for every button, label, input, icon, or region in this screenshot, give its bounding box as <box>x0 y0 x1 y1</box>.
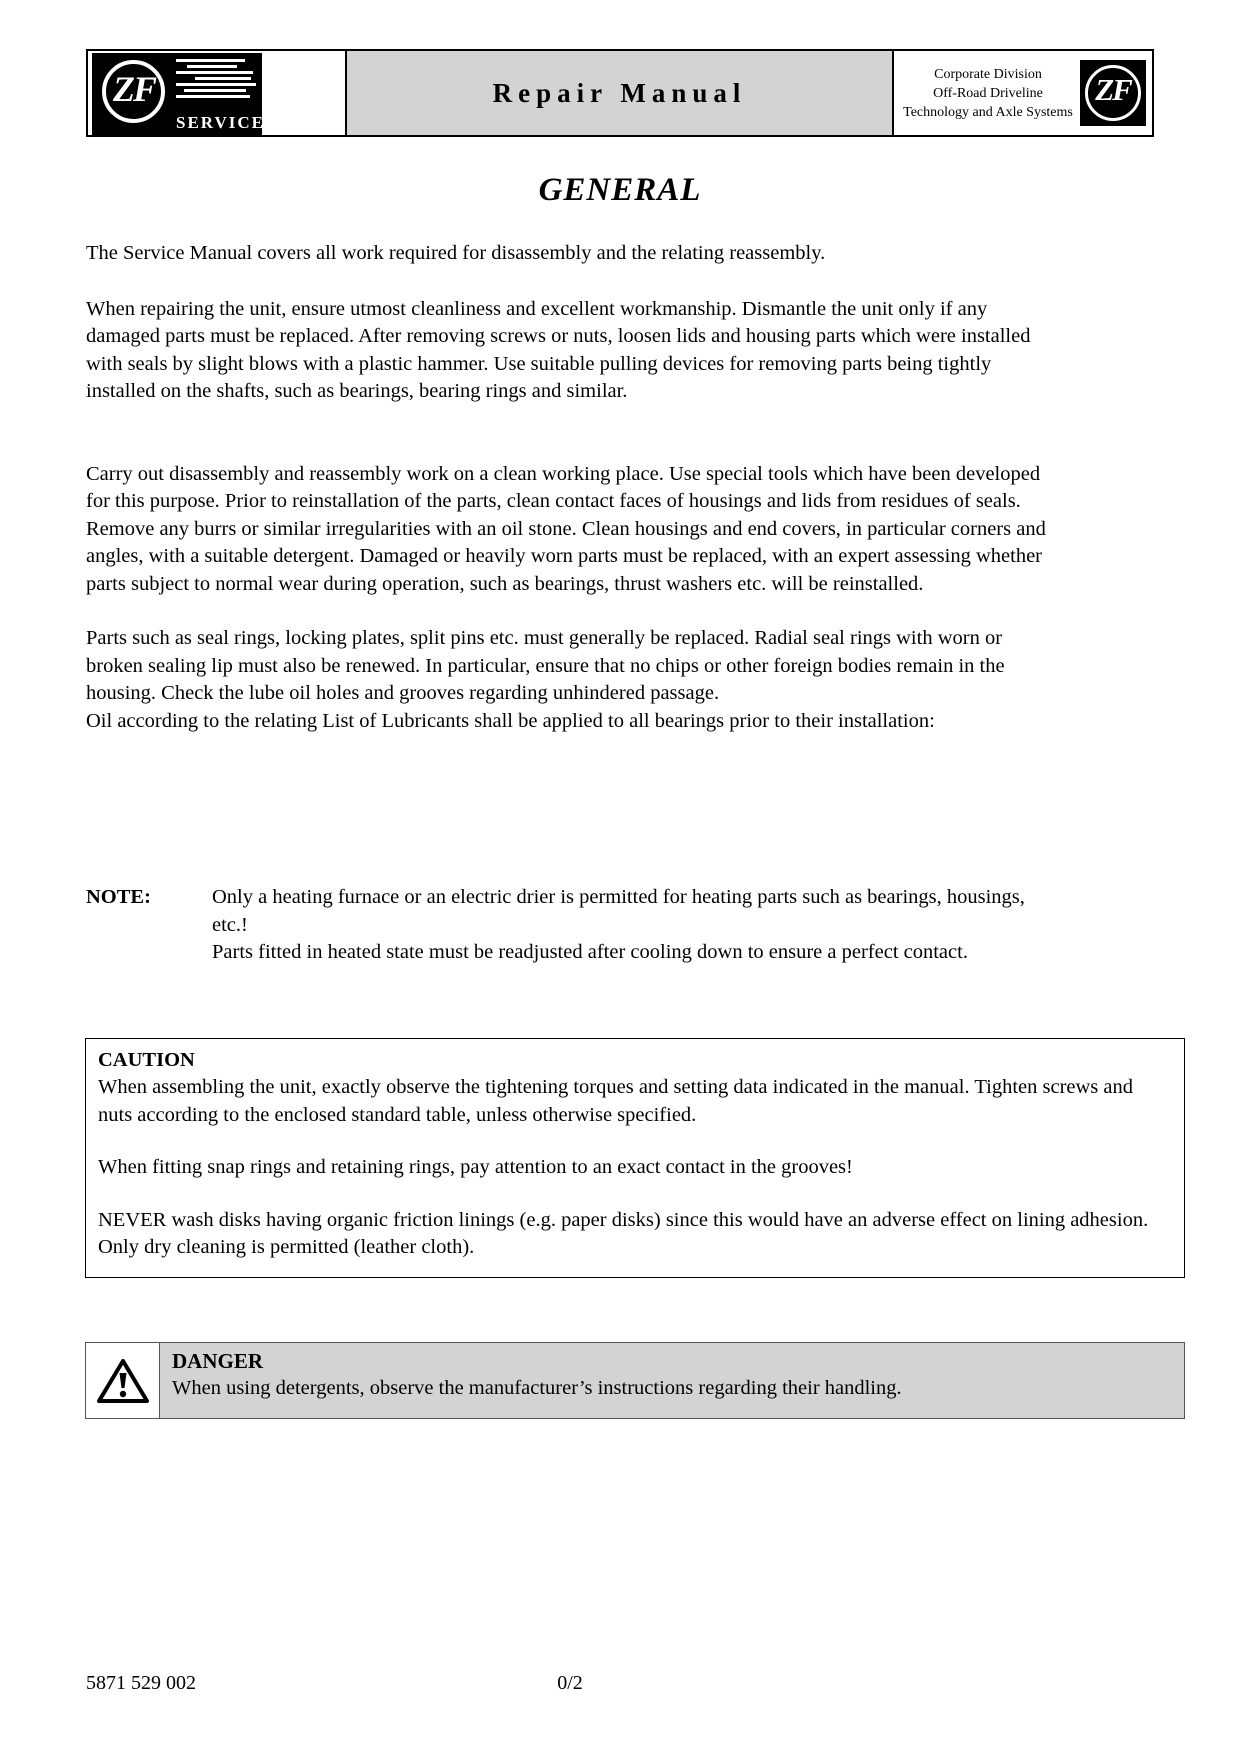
caution-paragraph-2: When fitting snap rings and retaining rings, pay attention to an exact contact in the grooves! <box>98 1156 853 1178</box>
zf-logo-letters: ZF <box>112 69 155 109</box>
page-footer <box>86 1672 1054 1700</box>
footer-page-number: 0/2 <box>557 1672 583 1694</box>
corporate-line-1: Corporate Division <box>934 66 1042 82</box>
caution-paragraph-1: When assembling the unit, exactly observe the tightening torques and setting data indicated in the manual. Tighten screws and nuts according to the enclosed standard table, unless otherwise specified. <box>98 1076 1134 1126</box>
danger-box <box>85 1342 1185 1419</box>
caution-paragraph-3: NEVER wash disks having organic friction linings (e.g. paper disks) since this would have an adverse effect on lining adhesion. <box>98 1208 1149 1231</box>
corporate-line-2: Off-Road Driveline <box>933 85 1043 101</box>
footer-document-number: 5871 529 002 <box>86 1672 196 1694</box>
page-title: GENERAL <box>538 172 702 208</box>
body-paragraph-3: Carry out disassembly and reassembly work on a clean working place. Use special tools which have been developed for this purpose. Prior to reinstallation of the parts, clean contact faces of housings and lids from residues of seals. Remove any burrs or similar irregularities with an oil stone. Clean housings and end covers, in particular corners and angles, with a suitable detergent. Damaged or heavily worn parts must be replaced, with an expert assessing whether parts subject to normal wear during operation, such as bearings, thrust washers etc. will be reinstalled. <box>86 462 1046 595</box>
zf-logo-stripes-icon <box>176 59 256 111</box>
header-title: Repair Manual <box>492 77 747 108</box>
caution-box <box>85 1038 1185 1278</box>
caution-paragraph-4: Only dry cleaning is permitted (leather cloth). <box>98 1236 475 1258</box>
note-line-1: Only a heating furnace or an electric drier is permitted for heating parts such as bearings, housings, etc.! <box>212 886 1025 936</box>
body-paragraph-4: Parts such as seal rings, locking plates, split pins etc. must generally be replaced. Radial seal rings with worn or broken sealing lip must also be renewed. In particular, ensure that no chips or other foreign bodies remain in the housing. Check the lube oil holes and grooves regarding unhindered passage. <box>86 627 1005 704</box>
document-body <box>86 240 1054 735</box>
spacer <box>98 1129 1172 1154</box>
caution-title: CAUTION <box>98 1049 195 1071</box>
header-logo-cell <box>88 51 347 135</box>
danger-title: DANGER <box>172 1349 264 1373</box>
body-paragraph-2: When repairing the unit, ensure utmost cleanliness and excellent workmanship. Dismantle the unit only if any damaged parts must be replaced. After removing screws or nuts, loosen lids and housing parts which were installed with seals by slight blows with a plastic hammer. Use suitable pulling devices for removing parts being tightly installed on the shafts, such as bearings, bearing rings and similar. <box>86 297 1031 402</box>
zf-corporate-logo <box>1080 60 1146 126</box>
danger-text-cell <box>160 1343 1184 1418</box>
header-title-cell <box>347 51 894 135</box>
danger-icon-cell <box>86 1343 160 1418</box>
body-paragraph-5: Oil according to the relating List of Lubricants shall be applied to all bearings prior to their installation: <box>86 709 935 732</box>
corporate-division-text <box>902 65 1074 122</box>
spacer <box>86 268 1054 296</box>
danger-text: When using detergents, observe the manufacturer’s instructions regarding their handling. <box>172 1377 902 1399</box>
spacer <box>98 1182 1172 1207</box>
spacer <box>86 598 1054 625</box>
body-paragraph-1: The Service Manual covers all work required for disassembly and the relating reassembly. <box>86 242 826 264</box>
spacer <box>86 406 1054 461</box>
zf-logo-wordmark: SERVICE <box>176 113 265 132</box>
zf-corporate-letters: ZF <box>1095 72 1131 107</box>
note-content <box>212 884 1054 967</box>
note-label: NOTE: <box>86 886 151 908</box>
note-block <box>86 884 1054 967</box>
header-corporate-cell <box>894 51 1152 135</box>
zf-service-logo <box>92 53 265 135</box>
page-header <box>86 49 1154 137</box>
warning-triangle-icon <box>96 1357 150 1405</box>
note-line-2: Parts fitted in heated state must be readjusted after cooling down to ensure a perfect contact. <box>212 941 968 963</box>
corporate-line-3: Technology and Axle Systems <box>903 104 1073 120</box>
